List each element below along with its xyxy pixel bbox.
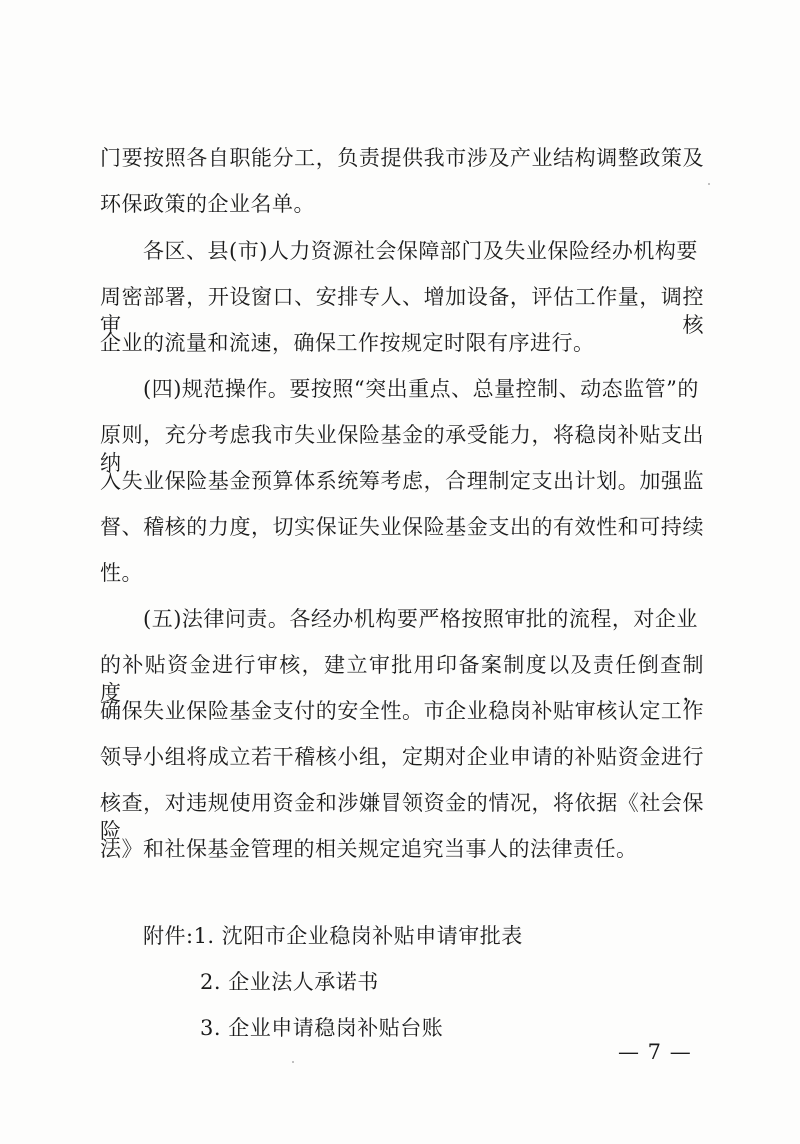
attachment-line-2: 2. 企业法人承诺书 <box>200 970 379 994</box>
body-line-14: 领导小组将成立若干稽核小组，定期对企业申请的补贴资金进行 <box>100 745 704 769</box>
scan-speck-2 <box>292 1061 294 1063</box>
section-five-heading-line: (五)法律问责。各经办机构要严格按照审批的流程，对企业 <box>143 607 698 631</box>
body-line-7: 原则，充分考虑我市失业保险基金的承受能力，将稳岗补贴支出纳 <box>100 423 704 475</box>
page-number: — 7 — <box>618 1040 692 1064</box>
body-line-13: 确保失业保险基金支付的安全性。市企业稳岗补贴审核认定工作 <box>100 699 704 723</box>
attachment-line-3: 3. 企业申请稳岗补贴台账 <box>200 1016 444 1040</box>
body-line-5: 企业的流量和流速，确保工作按规定时限有序进行。 <box>100 331 595 355</box>
body-line-16: 法》和社保基金管理的相关规定追究当事人的法律责任。 <box>100 837 638 861</box>
body-line-2: 环保政策的企业名单。 <box>100 192 315 216</box>
body-line-4: 周密部署，开设窗口、安排专人、增加设备，评估工作量，调控审核 <box>100 285 704 337</box>
scan-speck-1 <box>708 183 710 185</box>
body-line-15: 核查，对违规使用资金和涉嫌冒领资金的情况，将依据《社会保险 <box>100 791 704 843</box>
body-line-3: 各区、县(市)人力资源社会保障部门及失业保险经办机构要 <box>143 239 698 263</box>
section-four-heading-line: (四)规范操作。要按照“突出重点、总量控制、动态监管”的 <box>143 377 699 401</box>
body-line-9: 督、稽核的力度，切实保证失业保险基金支出的有效性和可持续 <box>100 515 704 539</box>
body-line-1: 门要按照各自职能分工，负责提供我市涉及产业结构调整政策及 <box>100 146 704 170</box>
body-line-12: 的补贴资金进行审核，建立审批用印备案制度以及责任倒查制度， <box>100 653 704 705</box>
body-line-10: 性。 <box>100 561 143 585</box>
attachment-line-1: 附件:1. 沈阳市企业稳岗补贴申请审批表 <box>143 924 523 948</box>
body-line-8: 入失业保险基金预算体系统筹考虑，合理制定支出计划。加强监 <box>100 469 704 493</box>
